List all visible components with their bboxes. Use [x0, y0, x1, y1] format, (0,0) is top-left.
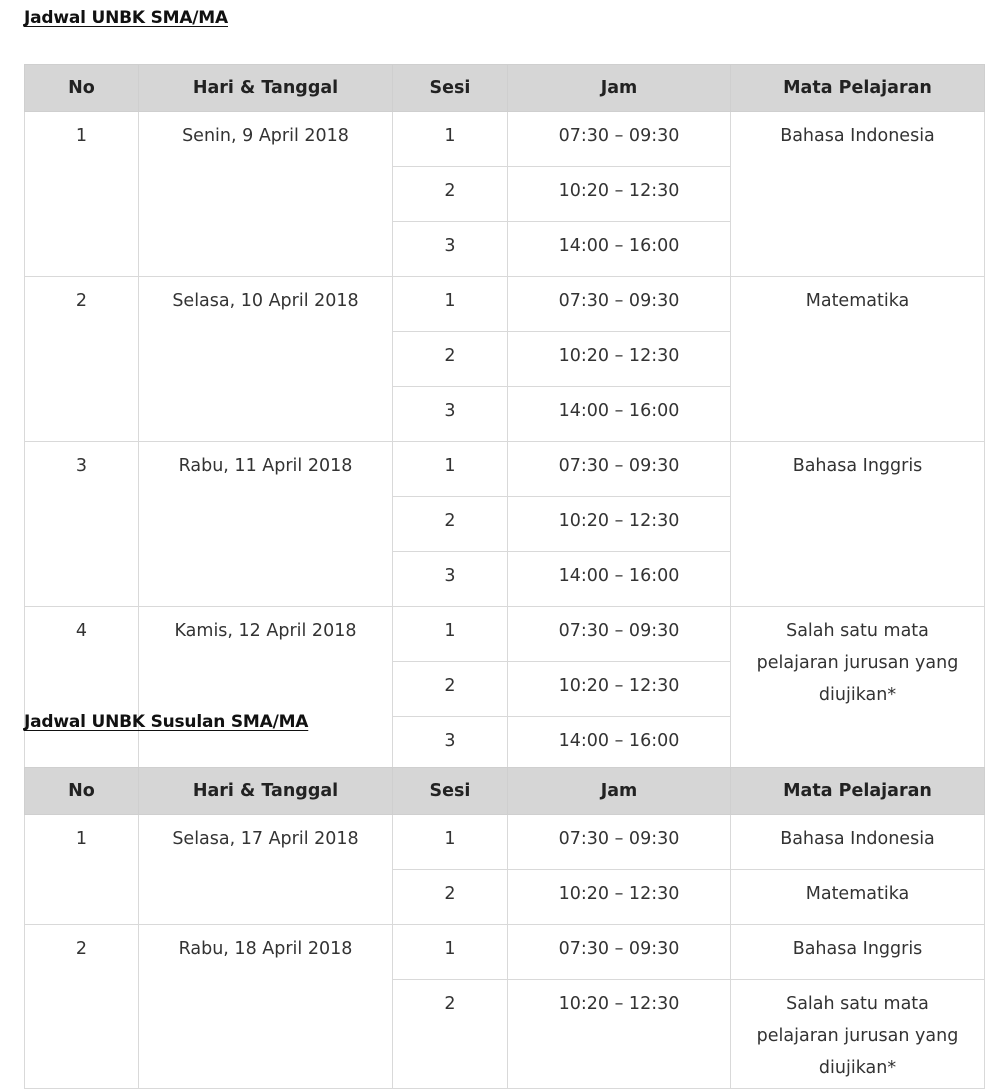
table-header-row	[25, 768, 985, 815]
table-header-row	[25, 65, 985, 112]
cell-session: 3	[393, 717, 508, 772]
header-subject: Mata Pelajaran	[731, 768, 985, 815]
cell-subject: Matematika	[731, 277, 985, 442]
cell-time: 14:00 – 16:00	[508, 387, 731, 442]
cell-time: 14:00 – 16:00	[508, 717, 731, 772]
cell-session: 1	[393, 925, 508, 980]
cell-no: 2	[25, 925, 139, 1089]
cell-session: 1	[393, 112, 508, 167]
cell-session: 2	[393, 980, 508, 1089]
cell-session: 2	[393, 497, 508, 552]
header-subject: Mata Pelajaran	[731, 65, 985, 112]
cell-date: Rabu, 18 April 2018	[139, 925, 393, 1089]
cell-date: Senin, 9 April 2018	[139, 112, 393, 277]
cell-subject: Salah satu mata pelajaran jurusan yang diujikan*	[731, 607, 985, 772]
cell-time: 07:30 – 09:30	[508, 925, 731, 980]
cell-session: 2	[393, 167, 508, 222]
cell-time: 10:20 – 12:30	[508, 332, 731, 387]
cell-subject: Matematika	[731, 870, 985, 925]
cell-no: 3	[25, 442, 139, 607]
cell-time: 07:30 – 09:30	[508, 815, 731, 870]
cell-time: 10:20 – 12:30	[508, 980, 731, 1089]
cell-date: Selasa, 17 April 2018	[139, 815, 393, 925]
table-row	[25, 815, 985, 870]
cell-time: 07:30 – 09:30	[508, 442, 731, 497]
cell-session: 1	[393, 607, 508, 662]
cell-session: 2	[393, 332, 508, 387]
cell-subject: Salah satu mata pelajaran jurusan yang diujikan*	[731, 980, 985, 1089]
table-row	[25, 925, 985, 980]
cell-session: 3	[393, 222, 508, 277]
cell-subject: Bahasa Inggris	[731, 442, 985, 607]
cell-date: Selasa, 10 April 2018	[139, 277, 393, 442]
cell-time: 10:20 – 12:30	[508, 497, 731, 552]
header-session: Sesi	[393, 768, 508, 815]
cell-no: 4	[25, 607, 139, 772]
table-row	[25, 112, 985, 167]
cell-no: 1	[25, 112, 139, 277]
cell-time: 10:20 – 12:30	[508, 870, 731, 925]
header-session: Sesi	[393, 65, 508, 112]
cell-no: 1	[25, 815, 139, 925]
cell-time: 07:30 – 09:30	[508, 277, 731, 332]
cell-session: 2	[393, 870, 508, 925]
cell-subject: Bahasa Indonesia	[731, 112, 985, 277]
cell-date: Rabu, 11 April 2018	[139, 442, 393, 607]
cell-time: 10:20 – 12:30	[508, 662, 731, 717]
cell-no: 2	[25, 277, 139, 442]
table-row	[25, 607, 985, 662]
cell-session: 1	[393, 277, 508, 332]
header-date: Hari & Tanggal	[139, 65, 393, 112]
schedule-heading: Jadwal UNBK SMA/MA	[24, 8, 228, 28]
unbk-makeup-schedule-table	[24, 767, 985, 1089]
cell-session: 2	[393, 662, 508, 717]
cell-session: 1	[393, 815, 508, 870]
cell-session: 3	[393, 387, 508, 442]
cell-time: 07:30 – 09:30	[508, 112, 731, 167]
cell-time: 14:00 – 16:00	[508, 552, 731, 607]
header-time: Jam	[508, 65, 731, 112]
makeup-schedule-heading: Jadwal UNBK Susulan SMA/MA	[24, 712, 309, 732]
header-date: Hari & Tanggal	[139, 768, 393, 815]
cell-date: Kamis, 12 April 2018	[139, 607, 393, 772]
cell-subject: Bahasa Indonesia	[731, 815, 985, 870]
header-no: No	[25, 65, 139, 112]
cell-subject: Bahasa Inggris	[731, 925, 985, 980]
header-no: No	[25, 768, 139, 815]
cell-session: 1	[393, 442, 508, 497]
unbk-schedule-table	[24, 64, 985, 772]
cell-time: 14:00 – 16:00	[508, 222, 731, 277]
header-time: Jam	[508, 768, 731, 815]
table-row	[25, 277, 985, 332]
table-row	[25, 442, 985, 497]
cell-session: 3	[393, 552, 508, 607]
cell-time: 07:30 – 09:30	[508, 607, 731, 662]
cell-time: 10:20 – 12:30	[508, 167, 731, 222]
